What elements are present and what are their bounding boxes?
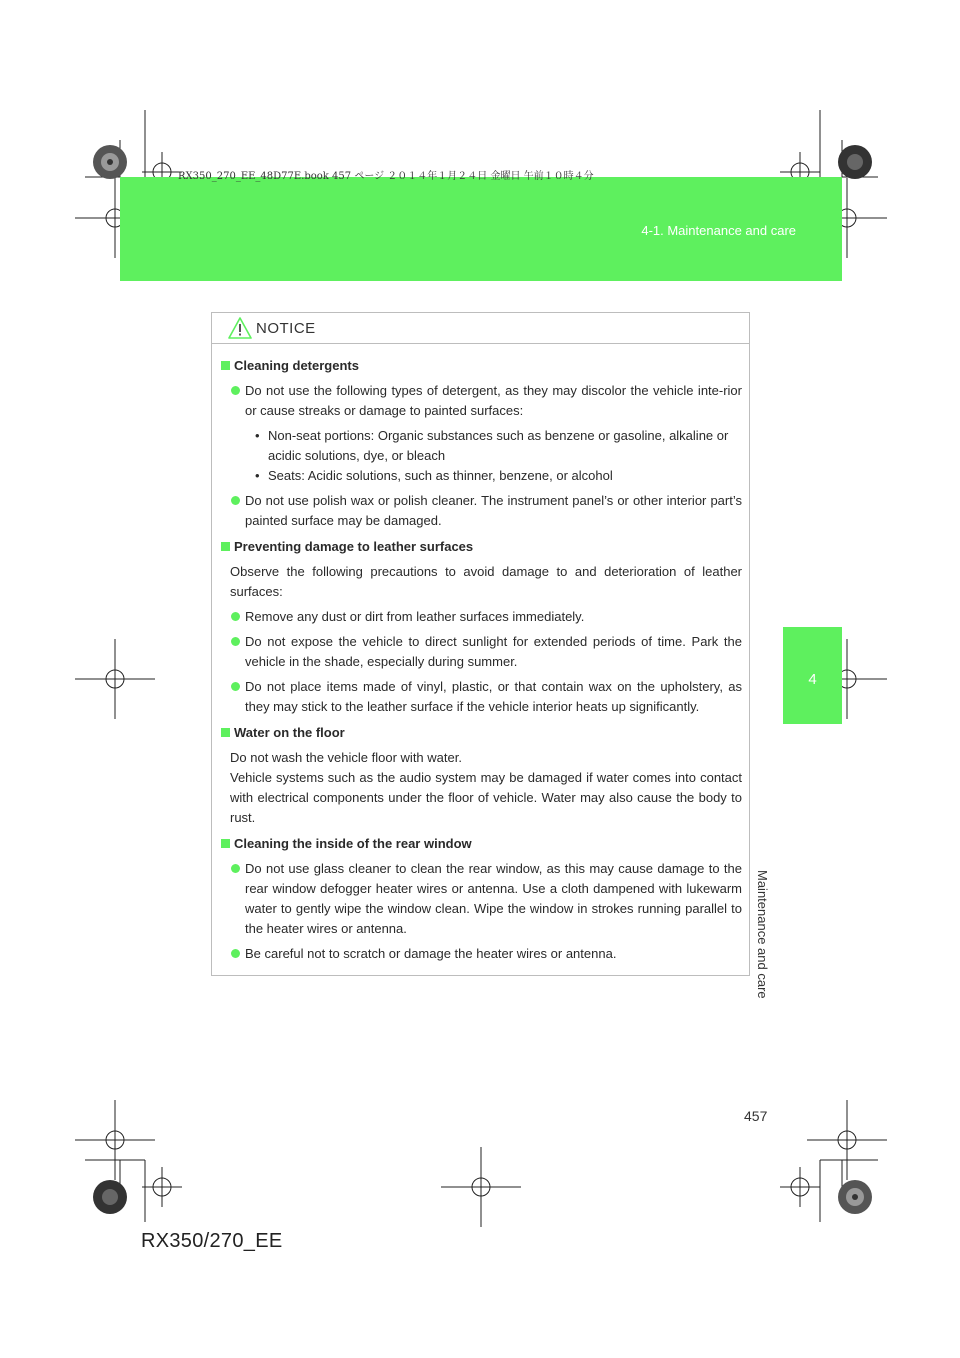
- bullet-icon: [231, 496, 240, 505]
- section-cleaning-detergents: [219, 356, 742, 531]
- section-title: 4-1. Maintenance and care: [641, 223, 796, 238]
- notice-body: [212, 344, 749, 964]
- bullet-icon: [231, 637, 240, 646]
- model-code: RX350/270_EE: [141, 1230, 283, 1252]
- chapter-label: Maintenance and care: [755, 870, 770, 999]
- page-number: 457: [744, 1108, 768, 1124]
- section-heading: Preventing damage to leather surfaces: [234, 539, 474, 554]
- bullet-icon: [231, 682, 240, 691]
- section-rear-window: [219, 834, 742, 964]
- section-heading: Cleaning the inside of the rear window: [234, 836, 472, 851]
- bullet-icon: [231, 864, 240, 873]
- paragraph: Do not wash the vehicle floor with water. Vehicle systems such as the audio system may be damaged if water comes into contact with electrical components under the floor of vehicle. Water may also cause the body to rust.: [230, 750, 742, 825]
- section-heading: Water on the floor: [234, 725, 345, 740]
- list-item: Remove any dust or dirt from leather surfaces immediately.: [219, 607, 742, 627]
- warning-triangle-icon: [228, 317, 252, 339]
- notice-header: [212, 313, 749, 344]
- list-item: Do not use the following types of detergent, as they may discolor the vehicle inte-rior or cause streaks or damage to painted surfaces:: [219, 381, 742, 421]
- print-slug: RX350_270_EE_48D77E.book 457 ページ ２０１４年１月２４日 金曜日 午前１０時４分: [178, 171, 594, 182]
- bullet-icon: [231, 612, 240, 621]
- chapter-tab: [783, 627, 842, 724]
- list-item: Do not expose the vehicle to direct sunlight for extended periods of time. Park the vehicle in the shade, especially during summer.: [219, 632, 742, 672]
- section-marker-icon: [221, 361, 230, 370]
- list-item: Do not use polish wax or polish cleaner. The instrument panel’s or other interior part’s painted surface may be damaged.: [219, 491, 742, 531]
- list-item: Do not use glass cleaner to clean the rear window, as this may cause damage to the rear window defogger heater wires or antenna. Use a cloth dampened with lukewarm water to gently wipe the window clean. Wipe the window in strokes running parallel to the heater wires or antenna.: [219, 859, 742, 939]
- chapter-number: 4: [808, 671, 817, 688]
- list-item: Be careful not to scratch or damage the heater wires or antenna.: [219, 944, 742, 964]
- paragraph: Observe the following precautions to avoid damage to and deterioration of leather surfaces:: [230, 564, 742, 599]
- bullet-icon: [231, 949, 240, 958]
- section-leather-surfaces: [219, 537, 742, 717]
- notice-title: NOTICE: [256, 319, 316, 337]
- section-water-on-floor: [219, 723, 742, 828]
- bullet-icon: [231, 386, 240, 395]
- section-marker-icon: [221, 839, 230, 848]
- section-marker-icon: [221, 542, 230, 551]
- section-marker-icon: [221, 728, 230, 737]
- sub-list-item: • Non-seat portions: Organic substances such as benzene or gasoline, alkaline or acidic solutions, dye, or bleach: [255, 428, 729, 463]
- sub-list-item: • Seats: Acidic solutions, such as thinner, benzene, or alcohol: [255, 468, 613, 483]
- notice-box: [211, 312, 750, 976]
- list-item: Do not place items made of vinyl, plastic, or that contain wax on the upholstery, as they may stick to the leather surface if the vehicle interior heats up significantly.: [219, 677, 742, 717]
- header-band: [120, 177, 842, 281]
- section-heading: Cleaning detergents: [234, 358, 359, 373]
